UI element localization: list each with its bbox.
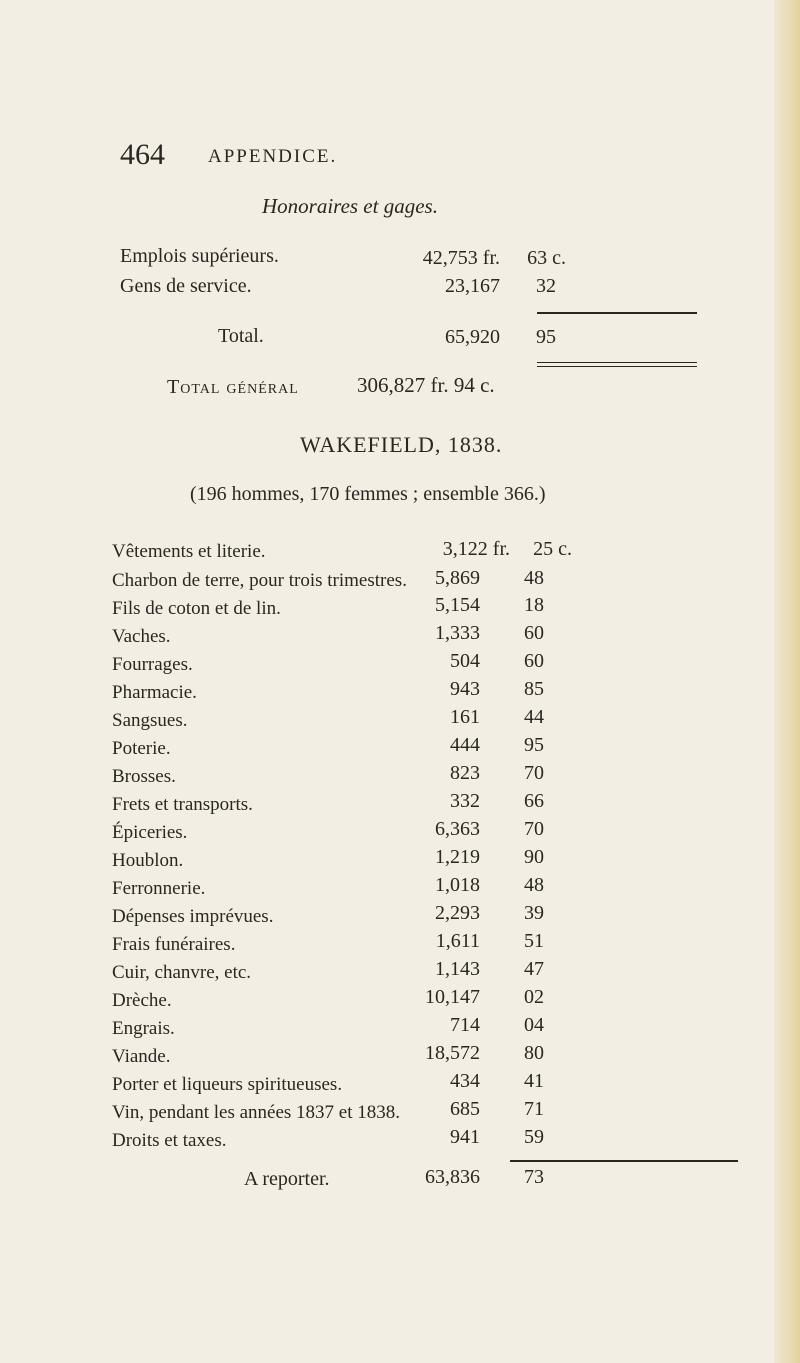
expense-francs: 823 <box>450 762 480 784</box>
expense-label: Viande. <box>112 1046 171 1067</box>
total-cents: 95 <box>536 326 556 348</box>
expense-francs: 1,018 <box>435 874 480 896</box>
expense-cents: 60 <box>524 622 544 644</box>
expense-cents: 25 c. <box>533 538 572 560</box>
expense-francs: 5,154 <box>435 594 480 616</box>
expense-cents: 71 <box>524 1098 544 1120</box>
running-head: APPENDICE. <box>208 146 338 167</box>
row-label: Emplois supérieurs. <box>120 245 279 267</box>
expense-francs: 161 <box>450 706 480 728</box>
double-rule-top <box>537 362 697 363</box>
expense-cents: 95 <box>524 734 544 756</box>
expense-label: Poterie. <box>112 738 171 759</box>
expense-label: Fils de coton et de lin. <box>112 598 281 619</box>
expense-francs: 10,147 <box>425 986 480 1008</box>
expense-label: Sangsues. <box>112 710 188 731</box>
row-francs: 42,753 fr. <box>422 247 500 269</box>
expense-cents: 48 <box>524 567 544 589</box>
expense-cents: 44 <box>524 706 544 728</box>
carry-rule <box>510 1160 738 1162</box>
expense-francs: 941 <box>450 1126 480 1148</box>
expense-cents: 47 <box>524 958 544 980</box>
expense-francs: 332 <box>450 790 480 812</box>
total-label: Total. <box>218 325 264 347</box>
expense-francs: 504 <box>450 650 480 672</box>
expense-cents: 04 <box>524 1014 544 1036</box>
expense-label: Engrais. <box>112 1018 175 1039</box>
expense-cents: 59 <box>524 1126 544 1148</box>
row-cents: 63 c. <box>527 247 566 269</box>
page-number: 464 <box>120 138 165 171</box>
carry-cents: 73 <box>524 1166 544 1188</box>
total-francs: 65,920 <box>445 326 500 348</box>
expense-label: Vaches. <box>112 626 171 647</box>
expense-label: Brosses. <box>112 766 176 787</box>
grand-total-label: Total général <box>167 376 299 398</box>
row-cents: 32 <box>536 275 556 297</box>
double-rule-bottom <box>537 366 697 367</box>
expense-francs: 1,611 <box>435 930 480 952</box>
expense-francs: 5,869 <box>435 567 480 589</box>
expense-label: Charbon de terre, pour trois trimestres. <box>112 570 407 591</box>
expense-cents: 66 <box>524 790 544 812</box>
expense-label: Ferronnerie. <box>112 878 206 899</box>
expense-label: Droits et taxes. <box>112 1130 227 1151</box>
expense-francs: 3,122 fr. <box>442 538 510 560</box>
section-title-honoraires: Honoraires et gages. <box>262 194 438 218</box>
expense-francs: 434 <box>450 1070 480 1092</box>
expense-cents: 85 <box>524 678 544 700</box>
expense-label: Vin, pendant les années 1837 et 1838. <box>112 1102 401 1123</box>
expense-cents: 39 <box>524 902 544 924</box>
expense-cents: 41 <box>524 1070 544 1092</box>
expense-label: Dépenses imprévues. <box>112 906 274 927</box>
expense-francs: 943 <box>450 678 480 700</box>
expense-cents: 48 <box>524 874 544 896</box>
carry-label: A reporter. <box>244 1168 330 1190</box>
sum-rule <box>537 312 697 314</box>
expense-cents: 90 <box>524 846 544 868</box>
expense-francs: 714 <box>450 1014 480 1036</box>
expense-label: Épiceries. <box>112 822 188 843</box>
expense-cents: 70 <box>524 818 544 840</box>
row-francs: 23,167 <box>445 275 500 297</box>
expense-francs: 6,363 <box>435 818 480 840</box>
expense-francs: 685 <box>450 1098 480 1120</box>
expense-francs: 18,572 <box>425 1042 480 1064</box>
grand-total-value: 306,827 fr. 94 c. <box>357 373 495 397</box>
expense-label: Porter et liqueurs spiritueuses. <box>112 1074 343 1095</box>
expense-cents: 02 <box>524 986 544 1008</box>
expense-cents: 70 <box>524 762 544 784</box>
expense-label: Frais funéraires. <box>112 934 236 955</box>
expense-cents: 18 <box>524 594 544 616</box>
section-title-wakefield: WAKEFIELD, 1838. <box>300 432 503 457</box>
expense-cents: 60 <box>524 650 544 672</box>
expense-label: Frets et transports. <box>112 794 253 815</box>
expense-label: Fourrages. <box>112 654 193 675</box>
section-subtitle: (196 hommes, 170 femmes ; ensemble 366.) <box>190 483 546 505</box>
expense-cents: 51 <box>524 930 544 952</box>
expense-cents: 80 <box>524 1042 544 1064</box>
expense-francs: 1,333 <box>435 622 480 644</box>
expense-label: Vêtements et literie. <box>112 541 266 562</box>
expense-label: Pharmacie. <box>112 682 197 703</box>
expense-label: Houblon. <box>112 850 184 871</box>
expense-francs: 2,293 <box>435 902 480 924</box>
expense-label: Cuir, chanvre, etc. <box>112 962 252 983</box>
expense-francs: 444 <box>450 734 480 756</box>
carry-francs: 63,836 <box>425 1166 480 1188</box>
expense-label: Drèche. <box>112 990 172 1011</box>
page-edge <box>774 0 800 1363</box>
expense-francs: 1,219 <box>435 846 480 868</box>
row-label: Gens de service. <box>120 275 252 297</box>
expense-francs: 1,143 <box>435 958 480 980</box>
